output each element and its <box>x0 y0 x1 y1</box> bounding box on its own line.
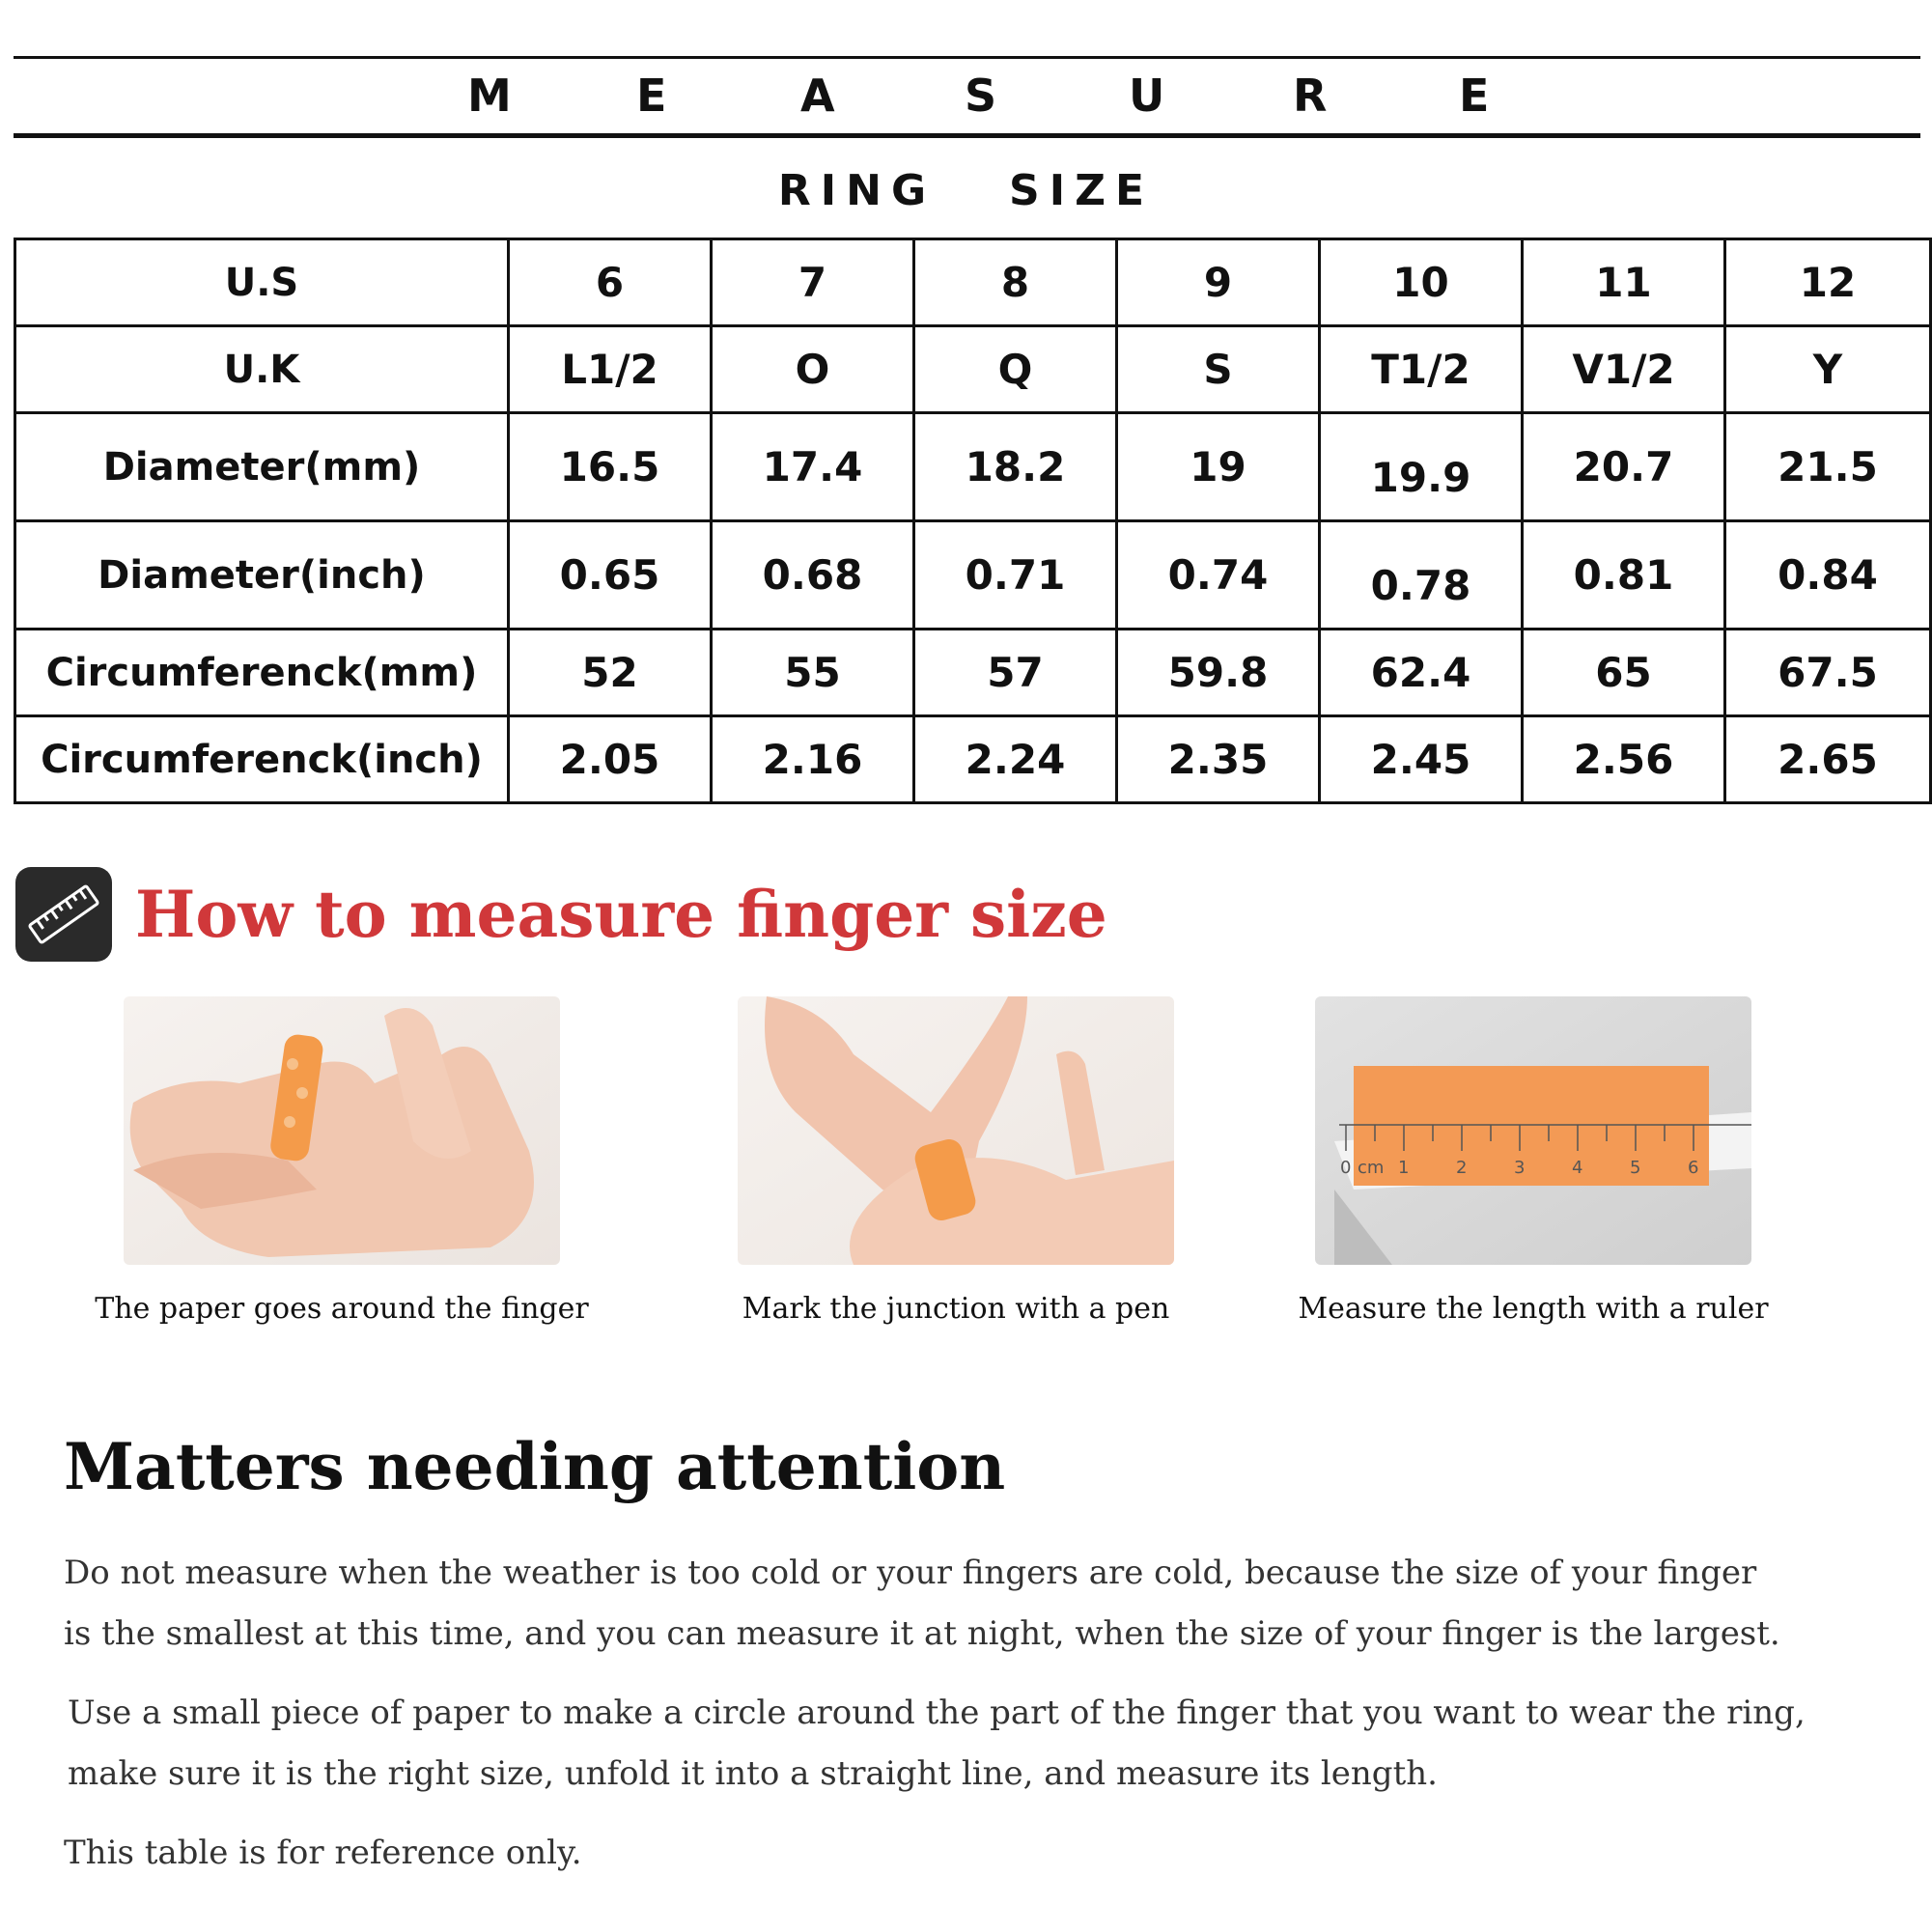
table-cell: 0.74 <box>1117 521 1320 630</box>
ruler-mark: 2 <box>1456 1158 1468 1178</box>
attention-paragraph-1 <box>64 1543 1898 1665</box>
table-cell: 2.16 <box>712 716 914 803</box>
row-label: U.K <box>15 326 509 413</box>
table-cell: 62.4 <box>1320 630 1523 716</box>
table-cell: 52 <box>509 630 712 716</box>
step-1-image <box>124 996 560 1265</box>
row-label: Circumferenck(inch) <box>15 716 509 803</box>
table-row <box>15 239 1931 326</box>
table-cell: 0.68 <box>712 521 914 630</box>
measure-letter: A <box>800 70 835 122</box>
step-1-caption: The paper goes around the finger <box>95 1292 589 1326</box>
ring-size-heading: RING SIZE <box>777 166 1155 215</box>
table-cell: T1/2 <box>1320 326 1523 413</box>
table-cell: 65 <box>1523 630 1725 716</box>
step-2-image <box>738 996 1174 1265</box>
attention-paragraph-3 <box>64 1823 1898 1884</box>
table-cell: Q <box>914 326 1117 413</box>
table-cell: 0.84 <box>1725 521 1931 630</box>
attention-paragraph-2 <box>68 1683 1902 1805</box>
paragraph-line: make sure it is the right size, unfold it into a straight line, and measure its length. <box>68 1754 1438 1793</box>
row-label: Diameter(inch) <box>15 521 509 630</box>
paragraph-line: This table is for reference only. <box>64 1834 582 1872</box>
table-cell: L1/2 <box>509 326 712 413</box>
table-cell: S <box>1117 326 1320 413</box>
ruler-mark: 5 <box>1630 1158 1641 1178</box>
measure-letter: M <box>467 70 512 122</box>
table-cell: 19.9 <box>1320 413 1523 521</box>
table-cell: 8 <box>914 239 1117 326</box>
row-label: Circumferenck(mm) <box>15 630 509 716</box>
table-cell: 2.56 <box>1523 716 1725 803</box>
step-3-caption: Measure the length with a ruler <box>1298 1292 1769 1326</box>
table-row <box>15 521 1931 630</box>
table-cell: 19 <box>1117 413 1320 521</box>
bottom-rule <box>14 133 1920 138</box>
table-cell: 0.65 <box>509 521 712 630</box>
row-label: Diameter(mm) <box>15 413 509 521</box>
ring-size-table <box>14 238 1932 804</box>
table-cell: 2.24 <box>914 716 1117 803</box>
table-cell: 57 <box>914 630 1117 716</box>
table-cell: 12 <box>1725 239 1931 326</box>
table-cell: 0.71 <box>914 521 1117 630</box>
table-cell: 0.81 <box>1523 521 1725 630</box>
table-cell: 20.7 <box>1523 413 1725 521</box>
table-cell: Y <box>1725 326 1931 413</box>
table-row <box>15 716 1931 803</box>
table-cell: 2.45 <box>1320 716 1523 803</box>
table-cell: 59.8 <box>1117 630 1320 716</box>
step-2-caption: Mark the junction with a pen <box>742 1292 1170 1326</box>
table-cell: 6 <box>509 239 712 326</box>
step-3-image <box>1315 996 1751 1265</box>
row-label: U.S <box>15 239 509 326</box>
measure-letter: S <box>965 70 997 122</box>
ruler-mark: 1 <box>1398 1158 1410 1178</box>
ruler-mark: 3 <box>1514 1158 1526 1178</box>
table-cell: O <box>712 326 914 413</box>
ruler-icon <box>15 867 112 962</box>
paragraph-line: Use a small piece of paper to make a circle around the part of the finger that you want to wear the ring, <box>68 1694 1806 1732</box>
table-cell: 21.5 <box>1725 413 1931 521</box>
measure-letter: E <box>1459 70 1490 122</box>
table-cell: 0.78 <box>1320 521 1523 630</box>
table-cell: 9 <box>1117 239 1320 326</box>
table-cell: 18.2 <box>914 413 1117 521</box>
measure-letter: E <box>636 70 667 122</box>
ruler-mark: cm <box>1358 1158 1385 1178</box>
ruler-mark: 4 <box>1572 1158 1583 1178</box>
measure-title <box>14 60 1920 131</box>
paragraph-line: is the smallest at this time, and you can measure it at night, when the size of your finger is the largest. <box>64 1614 1780 1653</box>
table-row <box>15 630 1931 716</box>
table-cell: 2.65 <box>1725 716 1931 803</box>
measure-letter: U <box>1129 70 1165 122</box>
ruler-mark: 6 <box>1688 1158 1699 1178</box>
how-to-measure-title: How to measure finger size <box>135 877 1107 952</box>
matters-title: Matters needing attention <box>64 1429 1006 1504</box>
top-rule <box>14 56 1920 59</box>
table-cell: 16.5 <box>509 413 712 521</box>
table-cell: 11 <box>1523 239 1725 326</box>
paragraph-line: Do not measure when the weather is too cold or your fingers are cold, because the size of your finger <box>64 1554 1757 1592</box>
table-cell: 67.5 <box>1725 630 1931 716</box>
measure-letter: R <box>1293 70 1328 122</box>
table-cell: 10 <box>1320 239 1523 326</box>
table-cell: 55 <box>712 630 914 716</box>
table-cell: 2.35 <box>1117 716 1320 803</box>
ruler-mark: 0 <box>1340 1158 1352 1178</box>
table-row <box>15 326 1931 413</box>
table-cell: V1/2 <box>1523 326 1725 413</box>
table-cell: 17.4 <box>712 413 914 521</box>
table-cell: 2.05 <box>509 716 712 803</box>
table-row <box>15 413 1931 521</box>
table-cell: 7 <box>712 239 914 326</box>
